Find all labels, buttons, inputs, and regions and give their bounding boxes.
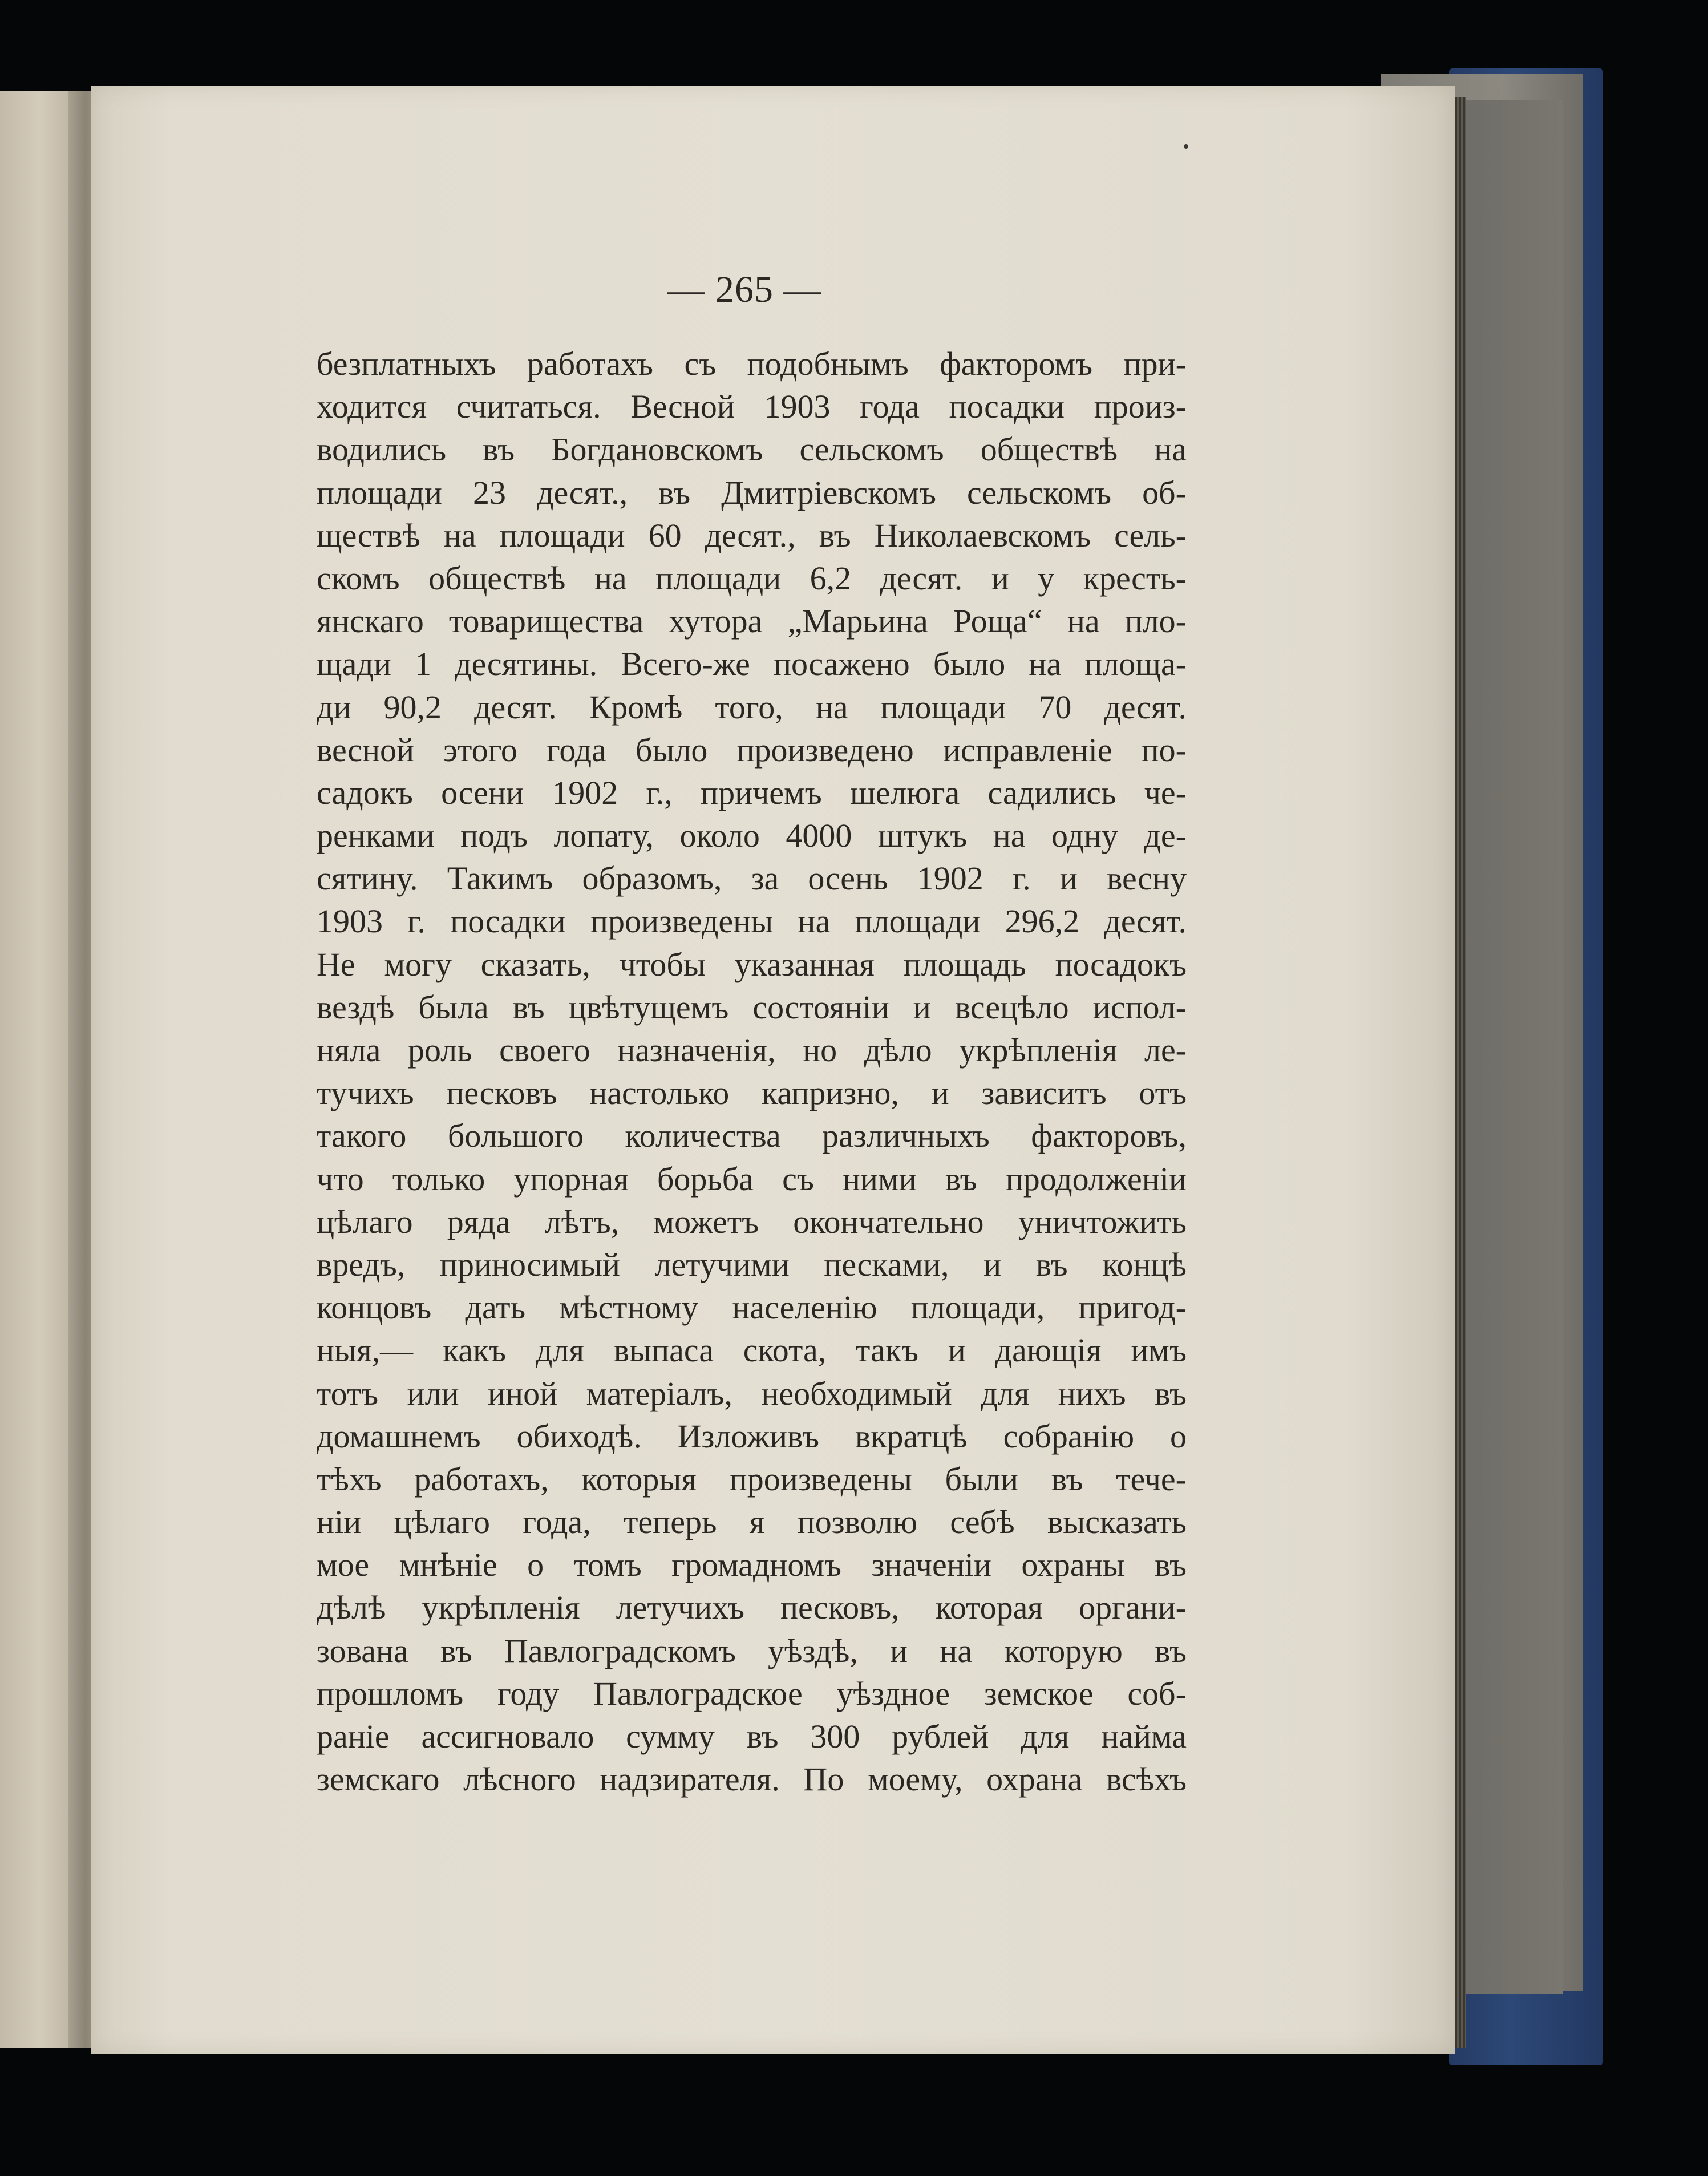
text-line: цѣлаго ряда лѣтъ, можетъ окончательно уничтожить bbox=[317, 1203, 1187, 1240]
text-line: вредъ, приносимый летучими песками, и въ концѣ bbox=[317, 1245, 1187, 1283]
text-line: безплатныхъ работахъ съ подобнымъ факторомъ при- bbox=[317, 345, 1187, 382]
text-line: ди 90,2 десят. Кромѣ того, на площади 70 десят. bbox=[317, 688, 1187, 726]
text-line: площади 23 десят., въ Дмитріевскомъ сельскомъ об- bbox=[317, 474, 1187, 511]
text-line: что только упорная борьба съ ними въ продолженіи bbox=[317, 1160, 1187, 1198]
text-line: раніе ассигновало сумму въ 300 рублей для найма bbox=[317, 1718, 1187, 1755]
text-line: садокъ осени 1902 г., причемъ шелюга садились че- bbox=[317, 774, 1187, 811]
text-line: концовъ дать мѣстному населенію площади, пригод- bbox=[317, 1289, 1187, 1326]
text-line: Не могу сказать, чтобы указанная площадь посадокъ bbox=[317, 945, 1187, 983]
text-line: земскаго лѣсного надзирателя. По моему, охрана всѣхъ bbox=[317, 1761, 1187, 1798]
text-line: дѣлѣ укрѣпленія летучихъ песковъ, которая органи- bbox=[317, 1589, 1187, 1627]
page-number: — 265 — bbox=[667, 269, 822, 310]
text-line: ренками подъ лопату, около 4000 штукъ на одну де- bbox=[317, 817, 1187, 855]
text-line: сятину. Такимъ образомъ, за осень 1902 г. и весну bbox=[317, 860, 1187, 897]
text-line: ныя,— какъ для выпаса скота, такъ и дающія имъ bbox=[317, 1332, 1187, 1369]
text-line: ніи цѣлаго года, теперь я позволю себѣ высказать bbox=[317, 1503, 1187, 1541]
text-line: вездѣ была въ цвѣтущемъ состояніи и всецѣло испол- bbox=[317, 988, 1187, 1026]
text-line: домашнемъ обиходѣ. Изложивъ вкратцѣ собранію о bbox=[317, 1417, 1187, 1455]
text-line: ществѣ на площади 60 десят., въ Николаевскомъ сель- bbox=[317, 516, 1187, 554]
text-line: скомъ обществѣ на площади 6,2 десят. и у кресть- bbox=[317, 559, 1187, 597]
text-line: прошломъ году Павлоградское уѣздное земское соб- bbox=[317, 1675, 1187, 1712]
text-line: зована въ Павлоградскомъ уѣздѣ, и на которую въ bbox=[317, 1632, 1187, 1669]
text-line: няла роль своего назначенія, но дѣло укрѣпленія ле- bbox=[317, 1032, 1187, 1069]
text-line: тотъ или иной матеріалъ, необходимый для нихъ въ bbox=[317, 1374, 1187, 1412]
text-line: водились въ Богдановскомъ сельскомъ обществѣ на bbox=[317, 431, 1187, 468]
text-line: мое мнѣніе о томъ громадномъ значеніи охраны въ bbox=[317, 1546, 1187, 1584]
text-line: ходится считаться. Весной 1903 года посадки произ- bbox=[317, 388, 1187, 426]
text-line: янскаго товарищества хутора „Марьина Роща“ на пло- bbox=[317, 602, 1187, 640]
paper-speck bbox=[1184, 144, 1188, 149]
text-line: весной этого года было произведено исправленіе по- bbox=[317, 731, 1187, 769]
page-body-text bbox=[317, 342, 1187, 1801]
text-line: тучихъ песковъ настолько капризно, и зависитъ отъ bbox=[317, 1074, 1187, 1112]
text-line: такого большого количества различныхъ факторовъ, bbox=[317, 1117, 1187, 1155]
text-line: щади 1 десятины. Всего-же посажено было на площа- bbox=[317, 645, 1187, 683]
text-line: 1903 г. посадки произведены на площади 296,2 десят. bbox=[317, 903, 1187, 940]
text-line: тѣхъ работахъ, которыя произведены были въ тече- bbox=[317, 1460, 1187, 1498]
